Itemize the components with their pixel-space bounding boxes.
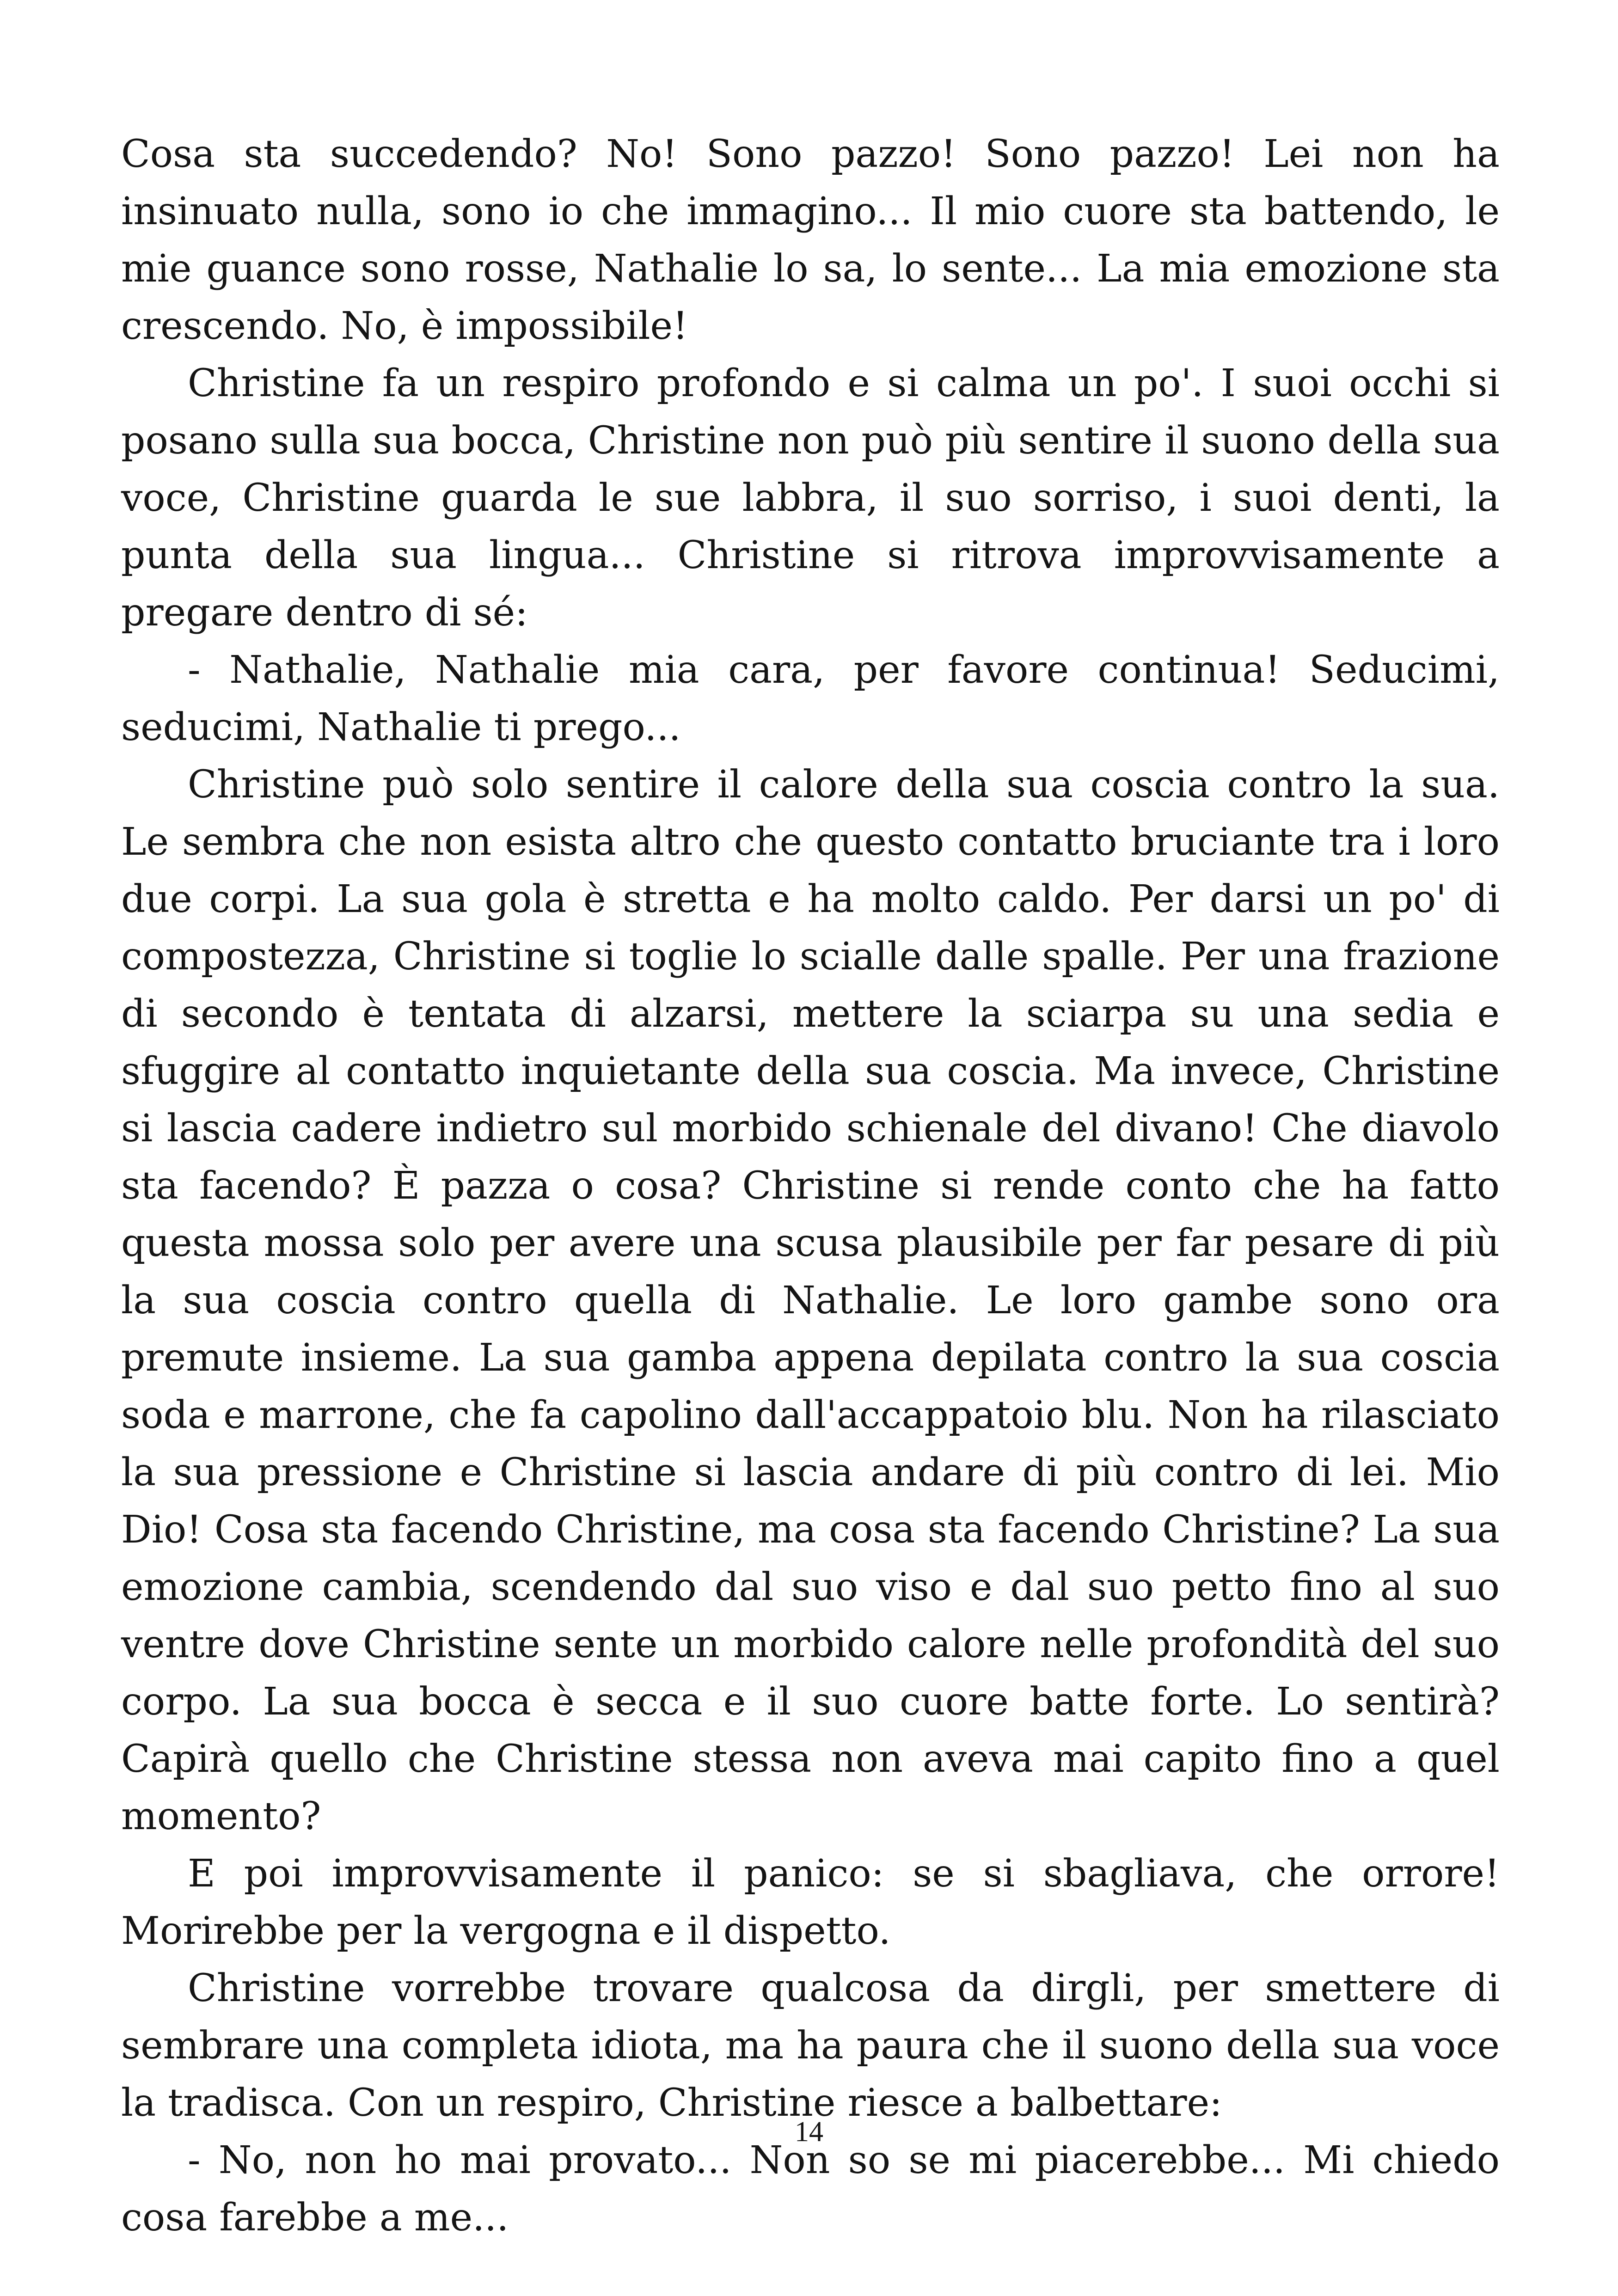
- paragraph-1: Cosa sta succedendo? No! Sono pazzo! Sono pazzo! Lei non ha insinuato nulla, sono io che immagino... Il mio cuore sta battendo, le mie guance sono rosse, Nathalie lo sa, lo sente... La mia emozione sta crescendo. No, è impossibile!: [121, 132, 1500, 348]
- paragraph-2: Christine fa un respiro profondo e si calma un po'. I suoi occhi si posano sulla sua bocca, Christine non può più sentire il suono della sua voce, Christine guarda le sue labbra, il suo sorriso, i suoi denti, la punta della sua lingua... Christine si ritrova improvvisamente a pregare dentro di sé:: [121, 361, 1500, 635]
- paragraph-4: Christine può solo sentire il calore della sua coscia contro la sua. Le sembra che non esista altro che questo contatto bruciante tra i loro due corpi. La sua gola è stretta e ha molto caldo. Per darsi un po' di compostezza, Christine si toglie lo scialle dalle spalle. Per una frazione di secondo è tentata di alzarsi, mettere la sciarpa su una sedia e sfuggire al contatto inquietante della sua coscia. Ma invece, Christine si lascia cadere indietro sul morbido schienale del divano! Che diavolo sta facendo? È pazza o cosa? Christine si rende conto che ha fatto questa mossa solo per avere una scusa plausibile per far pesare di più la sua coscia contro quella di Nathalie. Le loro gambe sono ora premute insieme. La sua gamba appena depilata contro la sua coscia soda e marrone, che fa capolino dall'accappatoio blu. Non ha rilasciato la sua pressione e Christine si lascia andare di più contro di lei. Mio Dio! Cosa sta facendo Christine, ma cosa sta facendo Christine? La sua emozione cambia, scendendo dal suo viso e dal suo petto fino al suo ventre dove Christine sente un morbido calore nelle profondità del suo corpo. La sua bocca è secca e il suo cuore batte forte. Lo sentirà? Capirà quello che Christine stessa non aveva mai capito fino a quel momento?: [121, 763, 1500, 1838]
- paragraph-3-dialogue: - Nathalie, Nathalie mia cara, per favore continua! Seducimi, seducimi, Nathalie ti prego...: [121, 648, 1500, 749]
- page-body: [121, 126, 1500, 2247]
- paragraph-6: Christine vorrebbe trovare qualcosa da dirgli, per smettere di sembrare una completa idiota, ma ha paura che il suono della sua voce la tradisca. Con un respiro, Christine riesce a balbettare:: [121, 1966, 1500, 2125]
- page-number: 14: [795, 2116, 823, 2148]
- paragraph-7-dialogue: - No, non ho mai provato... Non so se mi piacerebbe... Mi chiedo cosa farebbe a me...: [121, 2138, 1500, 2240]
- paragraph-5: E poi improvvisamente il panico: se si sbagliava, che orrore! Morirebbe per la vergogna e il dispetto.: [121, 1852, 1500, 1953]
